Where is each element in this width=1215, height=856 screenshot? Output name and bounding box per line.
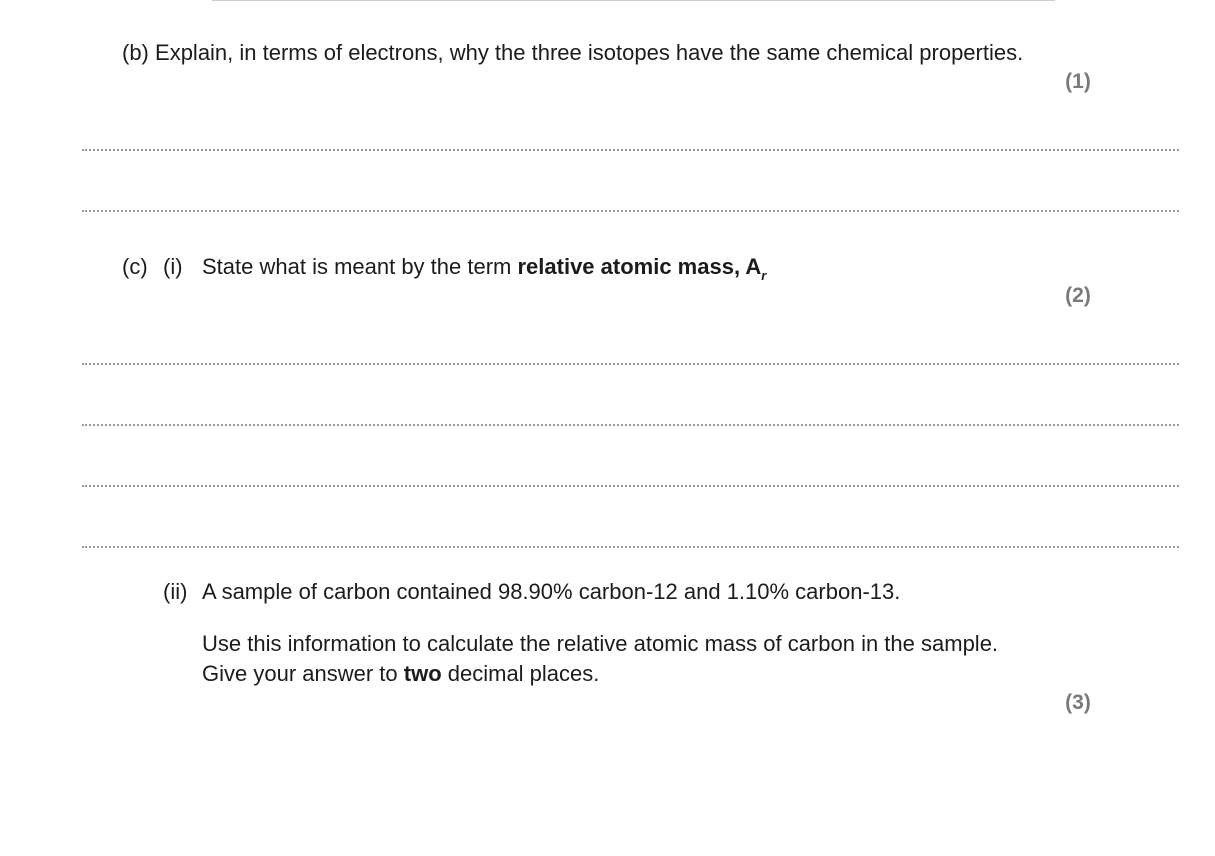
question-b [122,38,1023,68]
question-b-marks: (1) [1065,70,1091,93]
answer-line-c-i-3[interactable] [82,485,1179,487]
answer-line-b-2[interactable] [82,210,1179,212]
top-divider [212,0,1055,1]
question-c-label: (c) [122,254,148,279]
question-c-ii-label: (ii) [163,579,188,604]
question-b-label: (b) [122,40,149,65]
question-c-i-label: (i) [163,254,183,279]
answer-line-c-i-2[interactable] [82,424,1179,426]
question-c-i-text: State what is meant by the term [202,254,518,279]
answer-line-c-i-4[interactable] [82,546,1179,548]
question-c-i-term-subscript: r [761,268,767,283]
question-c-ii-instruction-2-bold: two [403,661,442,686]
question-c-i-term: relative atomic mass, A [517,254,762,279]
question-c-ii-marks: (3) [1065,691,1091,714]
question-c-ii-statement: A sample of carbon contained 98.90% carbon-12 and 1.10% carbon-13. [202,579,901,604]
question-c-ii-instruction-1: Use this information to calculate the relative atomic mass of carbon in the sample. [202,631,999,656]
question-c-ii-instruction-2-suffix: decimal places. [441,661,600,686]
question-c-ii-instruction-2-prefix: Give your answer to [202,661,404,686]
question-c-i [202,252,766,285]
question-c-i-marks: (2) [1065,284,1091,307]
answer-line-c-i-1[interactable] [82,363,1179,365]
answer-line-b-1[interactable] [82,149,1179,151]
question-c-ii-instruction-2 [202,659,599,689]
question-b-text: Explain, in terms of electrons, why the three isotopes have the same chemical properties. [155,40,1024,65]
